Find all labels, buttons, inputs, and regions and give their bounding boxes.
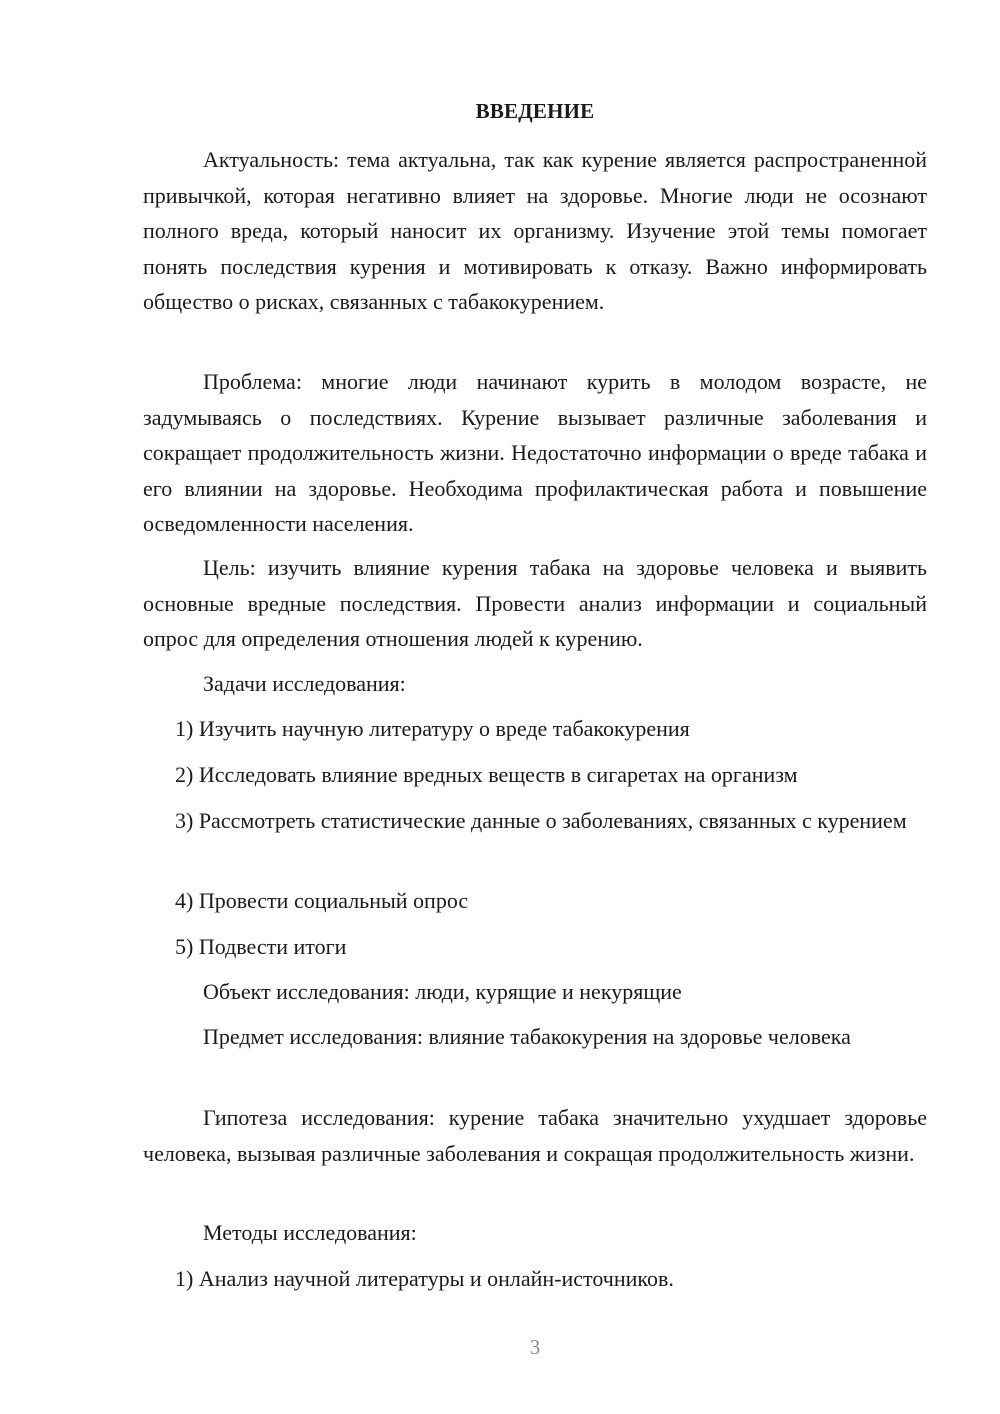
- relevance-paragraph: Актуальность: тема актуальна, так как курение является распространенной привычкой, которая негативно влияет на здоровье. Многие люди не осознают полного вреда, который наносит их организму. Изучение этой темы помогает понять последствия курения и мотивировать к отказу. Важно информировать общество о рисках, связанных с табакокурением.: [143, 147, 927, 314]
- tasks-heading: Задачи исследования:: [203, 671, 406, 696]
- page-title: ВВЕДЕНИЕ: [475, 99, 595, 123]
- task-item-1: 1) Изучить научную литературу о вреде табакокурения: [175, 716, 690, 741]
- document-page: [143, 0, 927, 1414]
- object-paragraph: Объект исследования: люди, курящие и некурящие: [203, 979, 682, 1004]
- hypothesis-paragraph: Гипотеза исследования: курение табака значительно ухудшает здоровье человека, вызывая различные заболевания и сокращая продолжительность жизни.: [143, 1105, 927, 1166]
- task-item-4: 4) Провести социальный опрос: [175, 888, 469, 913]
- problem-paragraph: Проблема: многие люди начинают курить в молодом возрасте, не задумываясь о последствиях. Курение вызывает различные заболевания и сокращает продолжительность жизни. Недостаточно информации о вреде табака и его влиянии на здоровье. Необходима профилактическая работа и повышение осведомленности населения.: [143, 369, 927, 536]
- subject-paragraph: Предмет исследования: влияние табакокурения на здоровье человека: [203, 1024, 851, 1049]
- methods-heading: Методы исследования:: [203, 1220, 417, 1245]
- method-item-1: 1) Анализ научной литературы и онлайн-источников.: [175, 1266, 674, 1291]
- task-item-5: 5) Подвести итоги: [175, 934, 347, 959]
- task-item-2: 2) Исследовать влияние вредных веществ в сигаретах на организм: [175, 762, 798, 787]
- goal-paragraph: Цель: изучить влияние курения табака на здоровье человека и выявить основные вредные последствия. Провести анализ информации и социальный опрос для определения отношения людей к курению.: [143, 555, 927, 651]
- page-number: 3: [529, 1335, 541, 1359]
- task-item-3: 3) Рассмотреть статистические данные о заболеваниях, связанных с курением: [175, 808, 907, 833]
